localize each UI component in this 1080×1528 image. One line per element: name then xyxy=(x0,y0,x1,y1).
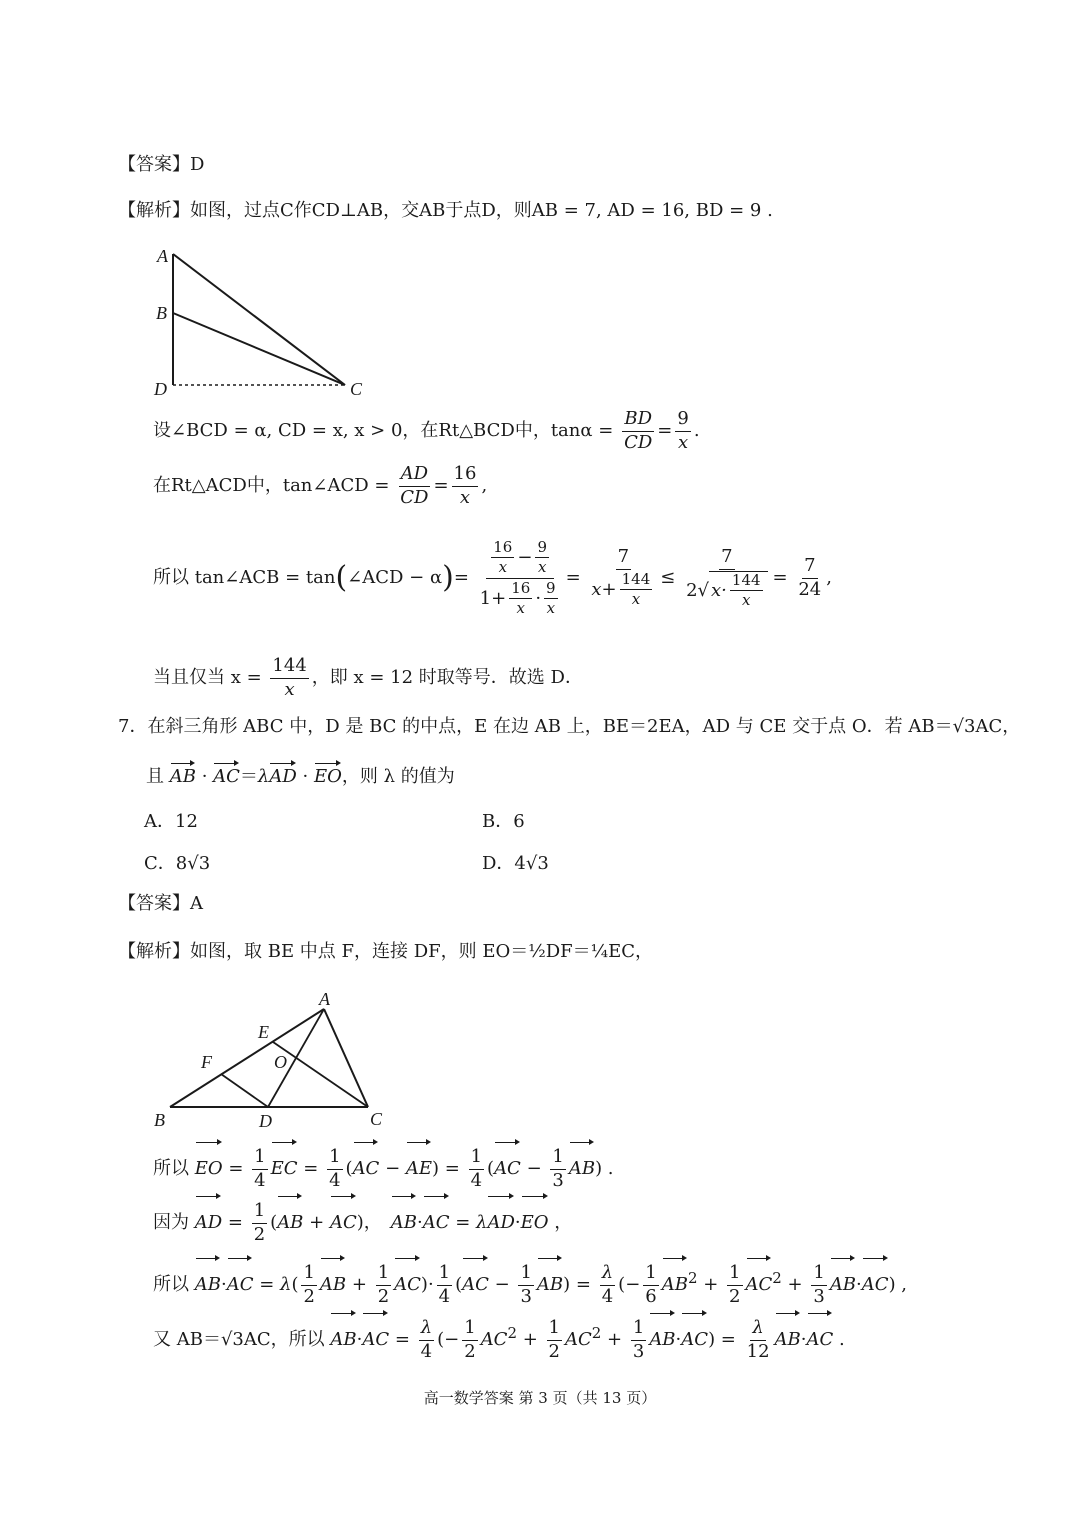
vec-AC: AC xyxy=(213,764,240,790)
label-C: C xyxy=(370,1109,383,1129)
label-C: C xyxy=(350,379,363,399)
so-inner: ∠ACD − α xyxy=(347,567,443,588)
q7-calc-line4: 又 AB＝√3AC，所以 AB·AC = $\frac{\lambda}{4}$ (− $\frac{1}{2}$ $AC^2$ + $\frac{1}{2}$ $AC^2$ + $\frac{1}{3}$ AB·AC) = $\frac{\lambda}{12}$ AB·AC . xyxy=(153,1307,845,1366)
label-B: B xyxy=(154,1110,165,1130)
label-A: A xyxy=(157,246,168,266)
let-text: 设∠BCD = α, CD = x, x > 0，在Rt△BCD中，tanα = xyxy=(153,420,614,441)
segment-AC xyxy=(173,254,345,385)
segment-FD xyxy=(221,1074,268,1107)
frac-9-x: $\frac{9}{x}$ xyxy=(677,407,689,453)
q6-figure xyxy=(145,240,385,400)
frac-bd-cd: $\frac{BD}{CD}$ xyxy=(624,407,653,453)
so-text: 所以 tan∠ACB = tan xyxy=(153,567,336,588)
label-O: O xyxy=(274,1052,287,1072)
q6-answer-line xyxy=(118,152,204,178)
label-D: D xyxy=(259,1111,272,1130)
analysis-tag: 【解析】 xyxy=(118,200,190,221)
big-frac-2: 7 x+ $\frac{144}{x}$ xyxy=(591,546,651,609)
q7-figure xyxy=(150,985,390,1130)
vec-AD: AD xyxy=(269,764,296,790)
big-frac-1: $\frac{16}{x}$ − $\frac{9}{x}$ 1+ $\frac{16}{x}$ · $\frac{9}{x}$ xyxy=(479,538,556,617)
q7-calc-line3: 所以 AB·AC = λ( $\frac{1}{2}$ AB + $\frac{1}{2}$ AC)· $\frac{1}{4}$ (AC − $\frac{1}{3}$ AB) = $\frac{\lambda}{4}$ (− $\frac{1}{6}$ $AB^2$ + $\frac{1}{2}$ $AC^2$ + $\frac{1}{3}$ AB·AC) , xyxy=(153,1252,907,1311)
analysis-tag: 【解析】 xyxy=(118,941,190,962)
big-frac-3: 7 2√ x· $\frac{144}{x}$ xyxy=(684,547,769,609)
answer-value: D xyxy=(190,154,205,175)
segment-BC xyxy=(173,313,345,385)
acd-text: 在Rt△ACD中，tan∠ACD = xyxy=(153,475,390,496)
answer-value: A xyxy=(190,893,203,914)
q7-stem-line2: 且 AB · AC＝λAD · EO，则 λ 的值为 xyxy=(146,764,455,790)
option-a[interactable]: A．12 xyxy=(144,811,198,832)
q7-stem-line1: 7．在斜三角形 ABC 中，D 是 BC 的中点，E 在边 AB 上，BE＝2EA，AD 与 CE 交于点 O．若 AB＝√3AC， xyxy=(118,716,1021,737)
label-D: D xyxy=(154,379,167,399)
q6-equality-line xyxy=(153,652,583,704)
q6-acd-line: 在Rt△ACD中，tan∠ACD = $\frac{AD}{CD}$ = $\frac{16}{x}$ , xyxy=(153,462,488,508)
page-footer: 高一数学答案 第 3 页（共 13 页） xyxy=(423,1389,657,1407)
q7-calc-line1: 所以 EO = $\frac{1}{4}$ EC = $\frac{1}{4}$ (AC − AE) = $\frac{1}{4}$ (AC − $\frac{1}{3}$ AB) . xyxy=(153,1143,614,1195)
option-d[interactable]: D．4√3 xyxy=(482,853,549,874)
answer-tag: 【答案】 xyxy=(118,154,190,175)
frac-ad-cd: $\frac{AD}{CD}$ xyxy=(400,462,429,508)
label-F: F xyxy=(201,1052,212,1072)
eq-text: 当且仅当 x = xyxy=(153,667,262,688)
q7-analysis-line xyxy=(118,939,653,965)
eq-tail: ，即 x = 12 时取等号．故选 D． xyxy=(311,667,583,688)
frac-16-x: $\frac{16}{x}$ xyxy=(453,462,477,508)
frac-144-x: $\frac{144}{x}$ xyxy=(272,654,307,700)
option-c[interactable]: C．8√3 xyxy=(144,853,211,874)
q6-so-line: 所以 tan∠ACB = tan(∠ACD − α)= $\frac{16}{x}$ − $\frac{9}{x}$ 1+ $\frac{16}{x}$ · $\frac{9}{x}$ = 7 x+ $\frac{144}{x}$ ≤ 7 2√ x· $\frac{144}{x}$ = $\frac{7}{24}$ , xyxy=(153,538,832,617)
label-A: A xyxy=(319,989,330,1009)
label-E: E xyxy=(258,1022,269,1042)
label-B: B xyxy=(156,303,167,323)
vec-EO: EO xyxy=(314,764,342,790)
q6-let-line: 设∠BCD = α, CD = x, x > 0，在Rt△BCD中，tanα = $\frac{BD}{CD}$ = $\frac{9}{x}$ . xyxy=(153,407,700,453)
option-b[interactable]: B．6 xyxy=(482,811,525,832)
q6-analysis-line xyxy=(118,198,773,224)
answer-tag: 【答案】 xyxy=(118,893,190,914)
analysis-intro: 如图，过点C作CD⊥AB，交AB于点D，则AB = 7, AD = 16, BD = 9 . xyxy=(190,200,773,221)
analysis-text: 如图，取 BE 中点 F，连接 DF，则 EO＝½DF＝¼EC， xyxy=(190,941,654,962)
q7-answer-line xyxy=(118,891,203,917)
q7-calc-line2: 因为 AD = $\frac{1}{2}$ (AB + AC)， AB·AC = λAD·EO ， xyxy=(153,1197,572,1249)
vec-AB: AB xyxy=(170,764,196,790)
frac-7-24: $\frac{7}{24}$ xyxy=(798,554,822,600)
